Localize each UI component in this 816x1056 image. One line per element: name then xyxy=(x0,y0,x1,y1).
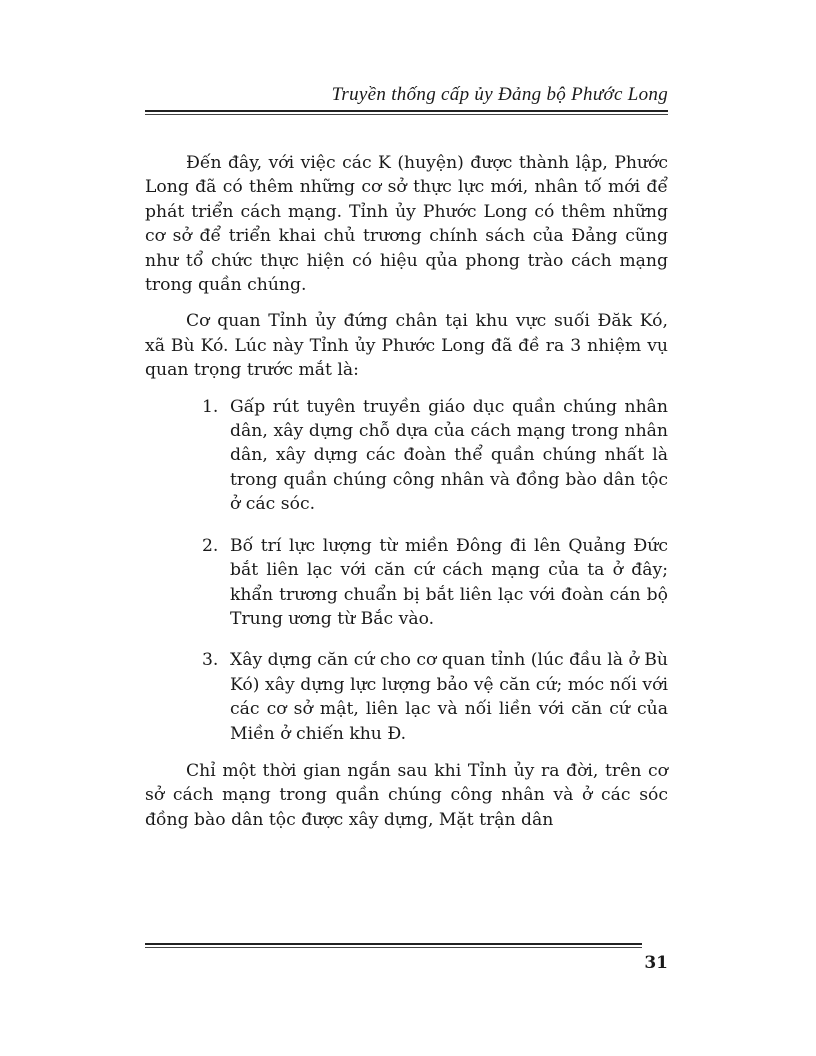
task-item xyxy=(145,534,668,632)
task-text: Gấp rút tuyên truyền giáo dục quần chúng nhân dân, xây dựng chỗ dựa của cách mạng trong nhân dân, xây dựng các đoàn thể quần chúng nhất là trong quần chúng công nhân và đồng bào dân tộc ở các sóc. xyxy=(230,396,668,515)
task-number: 3. xyxy=(202,650,219,671)
footer-rule-secondary xyxy=(145,947,642,948)
paragraph-closing: Chỉ một thời gian ngắn sau khi Tỉnh ủy ra đời, trên cơ sở cách mạng trong quần chúng công nhân và ở các sóc đồng bào dân tộc được xây dựng, Mặt trận dân xyxy=(145,760,668,830)
paragraph-provincial-office: Cơ quan Tỉnh ủy đứng chân tại khu vực suối Đăk Kó, xã Bù Kó. Lúc này Tỉnh ủy Phước Long đã đề ra 3 nhiệm vụ quan trọng trước mắt là: xyxy=(145,311,668,381)
footer-rule xyxy=(145,943,642,945)
task-list xyxy=(145,395,668,746)
task-text: Bố trí lực lượng từ miền Đông đi lên Quảng Đức bắt liên lạc với căn cứ cách mạng của ta ở đây; khẩn trương chuẩn bị bắt liên lạc với đoàn cán bộ Trung ương từ Bắc vào. xyxy=(230,535,668,629)
task-number: 2. xyxy=(202,535,219,556)
task-text: Xây dựng căn cứ cho cơ quan tỉnh (lúc đầu là ở Bù Kó) xây dựng lực lượng bảo vệ căn cứ; móc nối với các cơ sở mật, liên lạc và nối liền với căn cứ của Miền ở chiến khu Đ. xyxy=(230,650,668,744)
task-item xyxy=(145,395,668,517)
paragraph-districts: Đến đây, với việc các K (huyện) được thành lập, Phước Long đã có thêm những cơ sở thực lực mới, nhân tố mới để phát triển cách mạng. Tỉnh ủy Phước Long có thêm những cơ sở để triển khai chủ trương chính sách của Đảng cũng như tổ chức thực hiện có hiệu qủa phong trào cách mạng trong quần chúng. xyxy=(145,153,668,296)
page-number: 31 xyxy=(644,953,668,973)
running-header: Truyền thống cấp ủy Đảng bộ Phước Long xyxy=(331,84,668,105)
task-item xyxy=(145,648,668,746)
header-rule xyxy=(145,110,668,112)
task-number: 1. xyxy=(202,396,219,417)
header-rule-secondary xyxy=(145,114,668,115)
body-text xyxy=(145,151,668,844)
